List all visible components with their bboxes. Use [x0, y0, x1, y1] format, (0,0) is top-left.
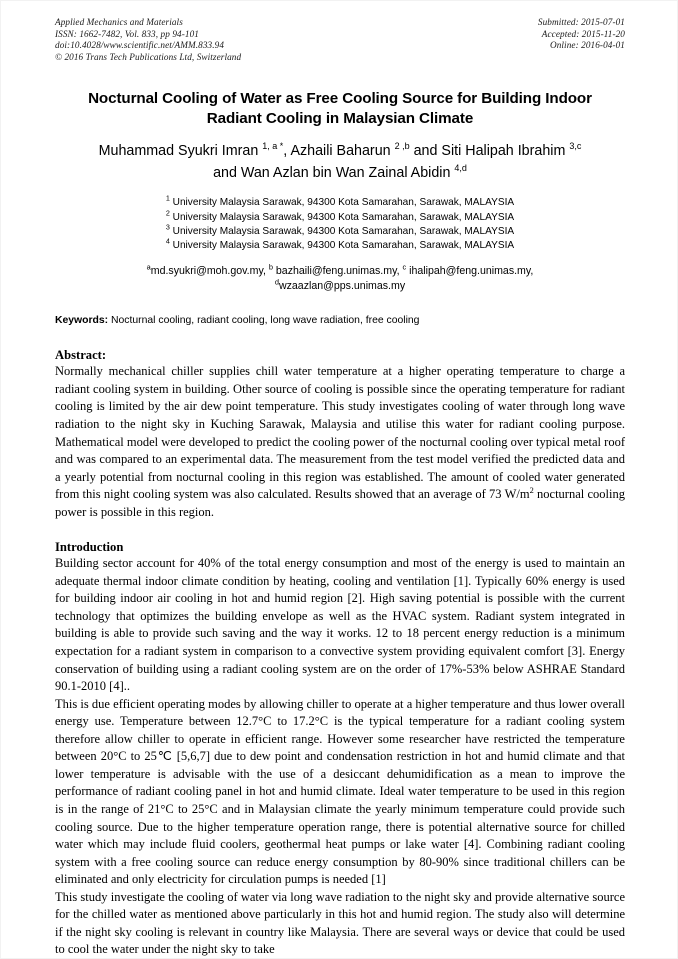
author-separator: and — [409, 143, 442, 160]
author-separator: , — [283, 143, 291, 160]
affiliation-item — [55, 208, 625, 225]
paper-title-line1: Nocturnal Cooling of Water as Free Cooling Source for Building Indoor — [88, 90, 592, 108]
paper-title — [55, 89, 625, 129]
author-line-1 — [55, 140, 625, 162]
affiliation-text: University Malaysia Sarawak, 94300 Kota Samarahan, Sarawak, MALAYSIA — [172, 225, 515, 237]
journal-doi: doi:10.4028/www.scientific.net/AMM.833.94 — [55, 40, 225, 51]
email-address[interactable]: md.syukri@moh.gov.my — [150, 265, 263, 278]
abstract-text-part1: Normally mechanical chiller supplies chill water temperature at a higher operating temperature to charge a radiant cooling system in building. Other source of cooling is possible since the operating temperature for radiant cooling is limited by the air dew point temperature. This study investigates cooling of water through long wave radiation to the night sky in Kuching Sarawak, Malaysia and utilise this water for radiant cooling purpose. Mathematical model were developed to predict the cooling power of the nocturnal cooling over typical metal roof and was compared to an experimental data. The measurement from the test model verified the predicted data and a yearly potential from nocturnal cooling in this region was established. The amount of cooled water generated from this night cooling system was also calculated. Results showed that an average of 73 W/m — [55, 364, 625, 502]
paper-title-line2: Radiant Cooling in Malaysian Climate — [206, 110, 474, 128]
abstract-text-part2: nocturnal cooling power is possible in this region. — [55, 487, 625, 519]
author-name: and Wan Azlan bin Wan Zainal Abidin — [213, 165, 451, 182]
introduction-paragraph-1: Building sector account for 40% of the total energy consumption and most of the energy is used to maintain an adequate thermal indoor climate condition by heating, cooling and ventilation [1]. Typically 60% energy is used for building indoor air cooling in hot and humid region [2]. High saving potential is possible with the current technology that optimizes the building envelope as well as the HVAC system. Radiant system integrated in building is able to provide such saving and the way it works. 12 to 18 percent energy reduction is a minimum expectation for a radiant system in comparison to a convective system providing equivalent comfort [3]. Energy conservation of building using a radiant cooling system are on the order of 17%-53% below ASHRAE Standard 90.1-2010 [4].. — [55, 556, 625, 694]
affiliation-text: University Malaysia Sarawak, 94300 Kota Samarahan, Sarawak, MALAYSIA — [172, 197, 515, 209]
author-list — [55, 140, 625, 184]
affiliation-marker: 3 — [165, 222, 170, 232]
affiliation-list — [55, 196, 625, 253]
date-online: Online: 2016-04-01 — [549, 40, 625, 51]
email-separator: , — [396, 265, 403, 278]
email-marker: c — [402, 262, 407, 272]
page-content — [55, 17, 625, 959]
author-entry — [290, 143, 441, 159]
date-submitted: Submitted: 2015-07-01 — [537, 17, 625, 27]
author-name: Muhammad Syukri Imran — [98, 143, 259, 160]
email-list — [55, 264, 625, 293]
introduction-paragraph-2: This is due efficient operating modes by allowing chiller to operate at a higher temperature and thus lower overall energy use. Temperature between 12.7°C to 17.2°C is the typical temperature for a radiant cooling system therefore allow chiller to operate in efficient range. However some researcher have restricted the temperature between 20°C to 25℃ [5,6,7] due to dew point and condensation restriction in hot and humid climate and that lower temperature is advisable with the use of a desiccant dehumidification as a mean to improve the performance of radiant cooling panel in hot and humid climate. Ideal water temperature to be used in this region is in the range of 21°C to 25°C and in Malaysian climate the yearly minimum temperature could provide such cooling source. Due to the higher temperature operation range, there is potential alternative source for chilled water which may include fluid coolers, geothermal heat pumps or lake water [4]. Combining radiant cooling system with a free cooling source can reduce energy consumption by 80-90% since traditional chillers can be eliminated and only electricity for circulation pumps is needed [1] — [55, 696, 625, 887]
introduction-heading: Introduction — [55, 540, 124, 555]
running-header — [55, 17, 625, 63]
journal-copyright: © 2016 Trans Tech Publications Ltd, Switzerland — [55, 51, 242, 62]
affiliation-item — [55, 236, 625, 253]
author-affiliation-marker: 2 ,b — [394, 141, 410, 152]
email-address[interactable]: ihalipah@feng.unimas.my — [406, 265, 531, 278]
affiliation-marker: 2 — [165, 208, 170, 218]
email-marker: b — [268, 262, 273, 272]
affiliation-item — [55, 222, 625, 239]
journal-name: Applied Mechanics and Materials — [55, 17, 183, 27]
affiliation-text: University Malaysia Sarawak, 94300 Kota Samarahan, Sarawak, MALAYSIA — [172, 211, 515, 223]
email-marker: a — [146, 262, 151, 272]
email-line-1 — [55, 264, 625, 279]
journal-issn-volume: ISSN: 1662-7482, Vol. 833, pp 94-101 — [55, 28, 199, 39]
email-separator: , — [530, 265, 534, 278]
submission-dates — [538, 17, 625, 52]
email-address[interactable]: bazhaili@feng.unimas.my — [272, 265, 397, 278]
date-accepted: Accepted: 2015-11-20 — [541, 28, 625, 39]
author-affiliation-marker: 3,c — [569, 141, 582, 152]
author-affiliation-marker: 4,d — [454, 163, 467, 174]
author-line-2 — [55, 162, 625, 184]
keywords-line — [55, 314, 625, 328]
author-affiliation-marker: 1, a * — [262, 141, 284, 152]
introduction-paragraph-3: This study investigate the cooling of water via long wave radiation to the night sky and provide alternative source for the chilled water as mentioned above particularly in this hot and humid region. The study also will determine if the night sky cooling is relevant in country like Malaysia. There are several ways or device that could be used to cool the water under the night sky to take — [55, 889, 625, 957]
keywords-label: Keywords: — [55, 315, 109, 327]
abstract-superscript: 2 — [529, 486, 534, 496]
author-name: Siti Halipah Ibrahim — [441, 143, 566, 160]
email-separator: , — [262, 265, 269, 278]
author-entry — [441, 143, 581, 159]
author-entry — [99, 143, 291, 159]
email-address[interactable]: wzaazlan@pps.unimas.my — [278, 279, 406, 292]
affiliation-marker: 1 — [165, 194, 170, 204]
email-line-2 — [55, 279, 625, 294]
author-entry — [213, 165, 467, 181]
journal-metadata — [55, 17, 241, 63]
affiliation-text: University Malaysia Sarawak, 94300 Kota Samarahan, Sarawak, MALAYSIA — [172, 239, 515, 251]
keywords-value: Nocturnal cooling, radiant cooling, long wave radiation, free cooling — [108, 315, 420, 327]
affiliation-marker: 4 — [165, 236, 170, 246]
author-name: Azhaili Baharun — [290, 143, 391, 160]
abstract-paragraph — [55, 363, 625, 521]
affiliation-item — [55, 196, 625, 210]
abstract-heading: Abstract: — [55, 348, 107, 363]
email-marker: d — [274, 277, 279, 287]
